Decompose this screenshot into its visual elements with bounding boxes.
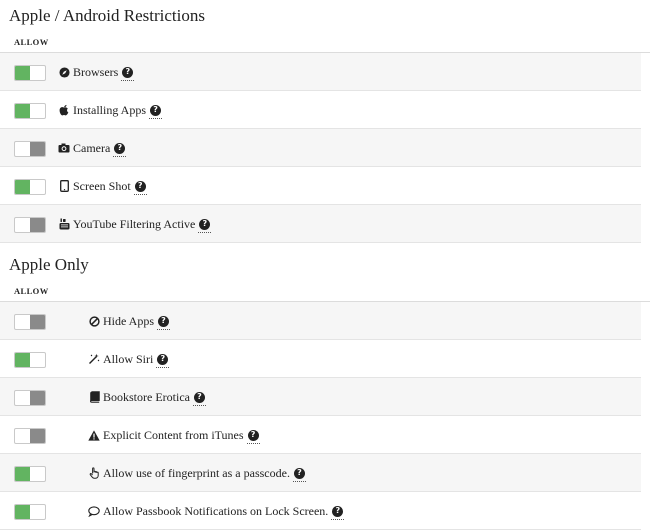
restriction-row-allow-siri <box>0 340 641 378</box>
help-icon[interactable]: ? <box>332 506 343 517</box>
restriction-row-installing-apps <box>0 91 641 129</box>
tablet-icon <box>58 180 70 192</box>
help-icon[interactable]: ? <box>135 181 146 192</box>
help-icon[interactable]: ? <box>150 105 161 116</box>
restriction-label <box>88 427 259 443</box>
help-icon[interactable]: ? <box>158 316 169 327</box>
help-icon[interactable]: ? <box>194 392 205 403</box>
restriction-label <box>88 503 343 519</box>
magic-wand-icon <box>88 353 100 365</box>
youtube-icon <box>58 218 70 230</box>
help-icon[interactable]: ? <box>157 354 168 365</box>
installing-apps-toggle[interactable] <box>14 103 46 119</box>
hand-pointer-icon <box>88 467 100 479</box>
restriction-label <box>88 389 205 405</box>
browsers-toggle[interactable] <box>14 65 46 81</box>
explicit-content-toggle[interactable] <box>14 428 46 444</box>
help-icon[interactable]: ? <box>294 468 305 479</box>
allow-siri-label: Allow Siri <box>103 352 154 366</box>
section-spacer <box>0 243 650 255</box>
section-title-apple-only: Apple Only <box>9 255 89 274</box>
restriction-row-browsers <box>0 53 641 91</box>
help-icon[interactable]: ? <box>248 430 259 441</box>
allow-column-header: ALLOW <box>0 28 650 53</box>
hide-apps-toggle[interactable] <box>14 314 46 330</box>
screen-shot-toggle[interactable] <box>14 179 46 195</box>
restriction-row-passbook-notifications <box>0 492 641 530</box>
hide-apps-label: Hide Apps <box>103 314 154 328</box>
ban-icon <box>88 315 100 327</box>
bookstore-erotica-toggle[interactable] <box>14 390 46 406</box>
allow-column-header: ALLOW <box>0 277 650 302</box>
restriction-label <box>88 351 168 367</box>
help-icon[interactable]: ? <box>199 219 210 230</box>
restriction-label <box>88 313 169 329</box>
restriction-label <box>58 140 125 156</box>
restriction-row-camera <box>0 129 641 167</box>
restriction-label <box>58 64 133 80</box>
installing-apps-label: Installing Apps <box>73 103 147 117</box>
passbook-notifications-label: Allow Passbook Notifications on Lock Screen. <box>103 504 329 518</box>
allow-siri-toggle[interactable] <box>14 352 46 368</box>
comment-icon <box>88 505 100 517</box>
youtube-filtering-toggle[interactable] <box>14 217 46 233</box>
restriction-row-hide-apps <box>0 302 641 340</box>
bookstore-erotica-label: Bookstore Erotica <box>103 390 190 404</box>
restriction-row-bookstore-erotica <box>0 378 641 416</box>
apple-icon <box>58 104 70 116</box>
help-icon[interactable]: ? <box>114 143 125 154</box>
help-icon[interactable]: ? <box>122 67 133 78</box>
restriction-row-fingerprint-passcode <box>0 454 641 492</box>
restriction-label <box>58 178 146 194</box>
camera-label: Camera <box>73 141 111 155</box>
warning-icon <box>88 429 100 441</box>
restriction-row-youtube-filtering <box>0 205 641 243</box>
screen-shot-label: Screen Shot <box>73 179 131 193</box>
restriction-label <box>58 216 210 232</box>
camera-toggle[interactable] <box>14 141 46 157</box>
fingerprint-passcode-label: Allow use of fingerprint as a passcode. <box>103 466 290 480</box>
passbook-notifications-toggle[interactable] <box>14 504 46 520</box>
restriction-label <box>88 465 305 481</box>
compass-icon <box>58 66 70 78</box>
browsers-label: Browsers <box>73 65 119 79</box>
explicit-content-label: Explicit Content from iTunes <box>103 428 244 442</box>
book-icon <box>88 391 100 403</box>
section-title-apple-android: Apple / Android Restrictions <box>9 6 205 25</box>
restriction-row-screen-shot <box>0 167 641 205</box>
camera-icon <box>58 142 70 154</box>
fingerprint-passcode-toggle[interactable] <box>14 466 46 482</box>
restriction-label <box>58 102 161 118</box>
restriction-row-explicit-content <box>0 416 641 454</box>
youtube-filtering-label: YouTube Filtering Active <box>73 217 196 231</box>
